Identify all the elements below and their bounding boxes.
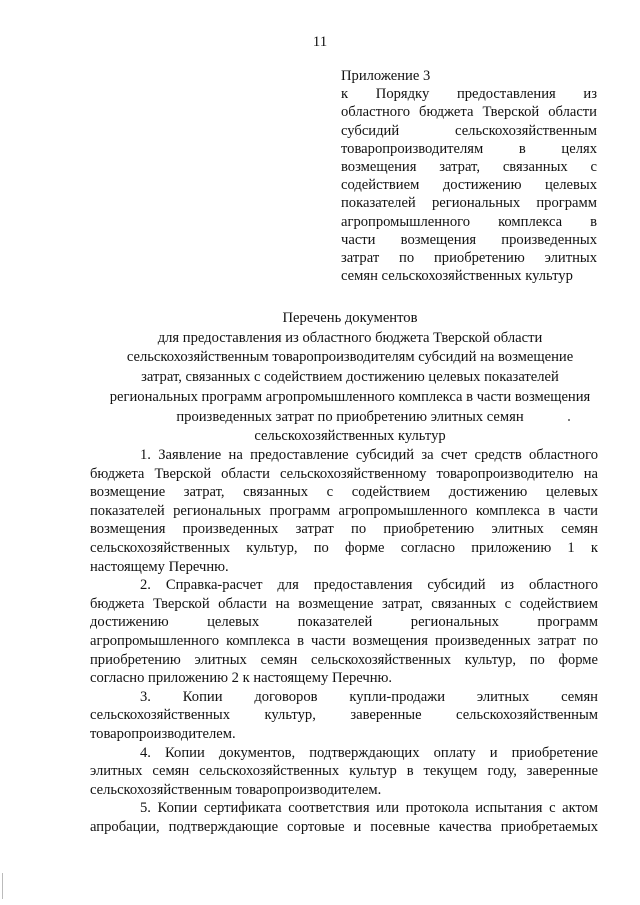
paragraph-line: бюджета Тверской области на возмещение затрат, связанных с содействием xyxy=(90,595,598,612)
appendix-line: областного бюджета Тверской области xyxy=(341,104,597,121)
title-line: затрат, связанных с содействием достижению целевых показателей xyxy=(141,369,559,386)
appendix-line: субсидий сельскохозяйственным xyxy=(341,122,597,139)
document-body xyxy=(90,446,598,836)
paragraph-line: элитных семян сельскохозяйственных культур в текущем году, заверенные xyxy=(90,763,598,780)
paragraph-line: согласно приложению 2 к настоящему Перечню. xyxy=(90,670,393,687)
title-line: Перечень документов xyxy=(282,310,418,326)
paragraph-line: агропромышленного комплекса в части возмещения произведенных затрат по xyxy=(90,632,598,649)
appendix-line: к Порядку предоставления из xyxy=(341,86,597,103)
list-item-5 xyxy=(90,799,598,836)
title-line: сельскохозяйственных культур xyxy=(254,428,446,445)
paragraph-line: сельскохозяйственных культур, заверенные сельскохозяйственным xyxy=(90,707,598,724)
paragraph-line: достижению целевых показателей региональных программ xyxy=(90,614,598,631)
appendix-title: Приложение 3 xyxy=(341,68,431,84)
paragraph-line: сельскохозяйственным товаропроизводителем. xyxy=(90,781,382,798)
title-line: для предоставления из областного бюджета Тверской области xyxy=(157,329,543,346)
paragraph-line: товаропроизводителем. xyxy=(90,725,236,742)
paragraph-line: 2. Справка-расчет для предоставления субсидий из областного xyxy=(140,577,598,594)
title-line: региональных программ агропромышленного комплекса в части возмещения xyxy=(109,388,591,405)
list-item-1 xyxy=(90,446,598,576)
paragraph-line: бюджета Тверской области сельскохозяйственному товаропроизводителю на xyxy=(90,465,598,482)
list-item-4 xyxy=(90,744,598,800)
appendix-line: семян сельскохозяйственных культур xyxy=(341,268,573,285)
appendix-line: возмещения затрат, связанных с xyxy=(341,159,597,176)
scan-speck xyxy=(568,419,570,421)
paragraph-line: сельскохозяйственных культур, по форме согласно приложению 1 к xyxy=(90,539,598,556)
title-line: сельскохозяйственным товаропроизводителям субсидий на возмещение xyxy=(126,349,574,366)
appendix-line: агропромышленного комплекса в xyxy=(341,213,597,230)
list-item-3 xyxy=(90,688,598,744)
paragraph-line: 5. Копии сертификата соответствия или протокола испытания с актом xyxy=(140,800,598,817)
paragraph-line: апробации, подтверждающие сортовые и посевные качества приобретаемых xyxy=(90,818,598,835)
scan-edge-mark xyxy=(2,873,8,899)
paragraph-line: показателей региональных программ агропромышленного комплекса в части xyxy=(90,502,598,519)
document-title xyxy=(90,309,610,447)
paragraph-line: 3. Копии договоров купли-продажи элитных семян xyxy=(140,688,598,705)
appendix-line: части возмещения произведенных xyxy=(341,231,597,248)
paragraph-line: приобретению элитных семян сельскохозяйственных культур, по форме xyxy=(90,651,598,668)
appendix-line: товаропроизводителям в целях xyxy=(341,140,597,157)
appendix-line: содействием достижению целевых xyxy=(341,177,597,194)
list-item-2 xyxy=(90,576,598,688)
paragraph-line: настоящему Перечню. xyxy=(90,558,229,575)
page-number: 11 xyxy=(312,34,328,50)
appendix-header xyxy=(341,67,597,285)
paragraph-line: 1. Заявление на предоставление субсидий за счет средств областного xyxy=(140,447,598,463)
title-line: произведенных затрат по приобретению элитных семян xyxy=(176,408,524,425)
appendix-line: показателей региональных программ xyxy=(341,195,597,212)
paragraph-line: 4. Копии документов, подтверждающих оплату и приобретение xyxy=(140,744,598,761)
paragraph-line: возмещения произведенных затрат по приобретению элитных семян xyxy=(90,521,598,538)
appendix-line: затрат по приобретению элитных xyxy=(341,250,597,267)
paragraph-line: возмещение затрат, связанных с содействием достижению целевых xyxy=(90,484,598,501)
